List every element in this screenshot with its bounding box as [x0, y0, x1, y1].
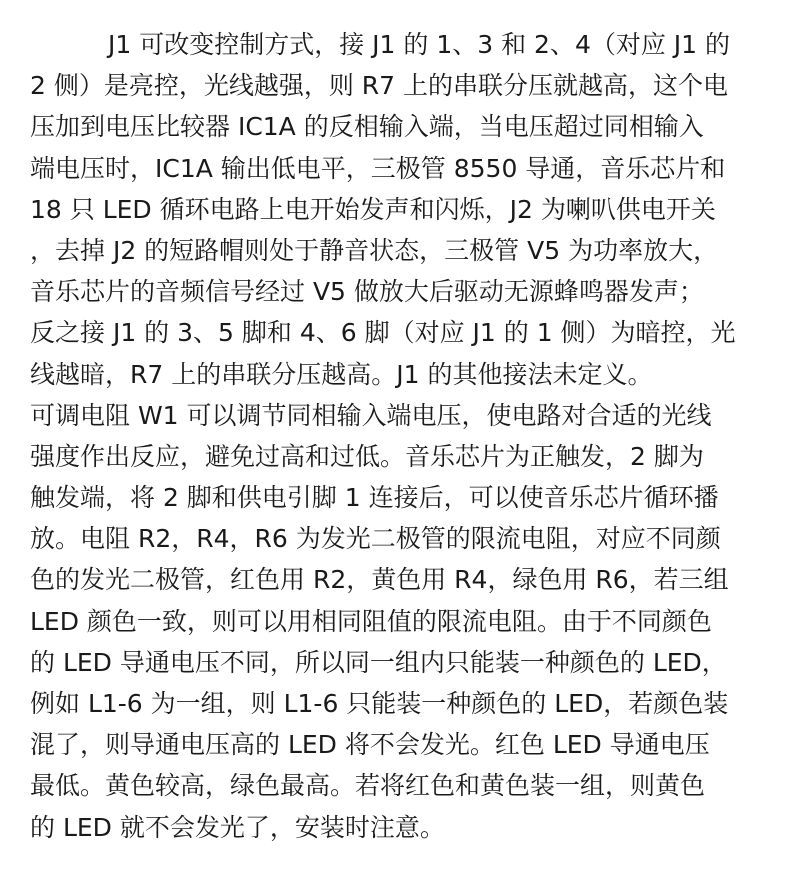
paragraph-1	[30, 24, 775, 395]
text-line: 音乐芯片的音频信号经过 V5 做放大后驱动无源蜂鸣器发声；	[30, 277, 704, 307]
text-line: 18 只 LED 循环电路上电开始发声和闪烁，J2 为喇叭供电开关	[30, 194, 716, 224]
text-line: 反之接 J1 的 3、5 脚和 4、6 脚（对应 J1 的 1 侧）为暗控，光	[30, 318, 736, 348]
text-line: J1 可改变控制方式，接 J1 的 1、3 和 2、4（对应 J1 的	[108, 30, 731, 59]
text-line: 色的发光二极管，红色用 R2，黄色用 R4，绿色用 R6，若三组	[30, 565, 729, 595]
document-body	[30, 24, 775, 848]
text-line: LED 颜色一致，则可以用相同阻值的限流电阻。由于不同颜色	[30, 606, 712, 636]
text-line: 端电压时，IC1A 输出低电平，三极管 8550 导通，音乐芯片和	[30, 153, 726, 183]
text-line: ，去掉 J2 的短路帽则处于静音状态，三极管 V5 为功率放大，	[30, 235, 719, 265]
text-line: 例如 L1-6 为一组，则 L1-6 只能装一种颜色的 LED，若颜色装	[30, 689, 729, 718]
text-line: 最低。黄色较高，绿色最高。若将红色和黄色装一组，则黄色	[30, 771, 706, 801]
text-line: 强度作出反应，避免过高和过低。音乐芯片为正触发，2 脚为	[30, 441, 704, 471]
text-line: 2 侧）是亮控，光线越强，则 R7 上的串联分压就越高，这个电	[30, 71, 729, 101]
paragraph-2	[30, 395, 775, 848]
text-line: 压加到电压比较器 IC1A 的反相输入端，当电压超过同相输入	[30, 112, 704, 142]
text-line: 放。电阻 R2，R4，R6 为发光二极管的限流电阻，对应不同颜	[30, 524, 721, 554]
text-line: 线越暗，R7 上的串联分压越高。J1 的其他接法未定义。	[30, 359, 653, 389]
text-line: 混了，则导通电压高的 LED 将不会发光。红色 LED 导通电压	[30, 730, 710, 760]
text-line: 可调电阻 W1 可以调节同相输入端电压，使电路对合适的光线	[30, 400, 712, 430]
text-line: 的 LED 就不会发光了，安装时注意。	[30, 812, 445, 842]
text-line: 触发端，将 2 脚和供电引脚 1 连接后，可以使音乐芯片循环播	[30, 483, 719, 513]
text-line: 的 LED 导通电压不同，所以同一组内只能装一种颜色的 LED，	[30, 647, 727, 677]
